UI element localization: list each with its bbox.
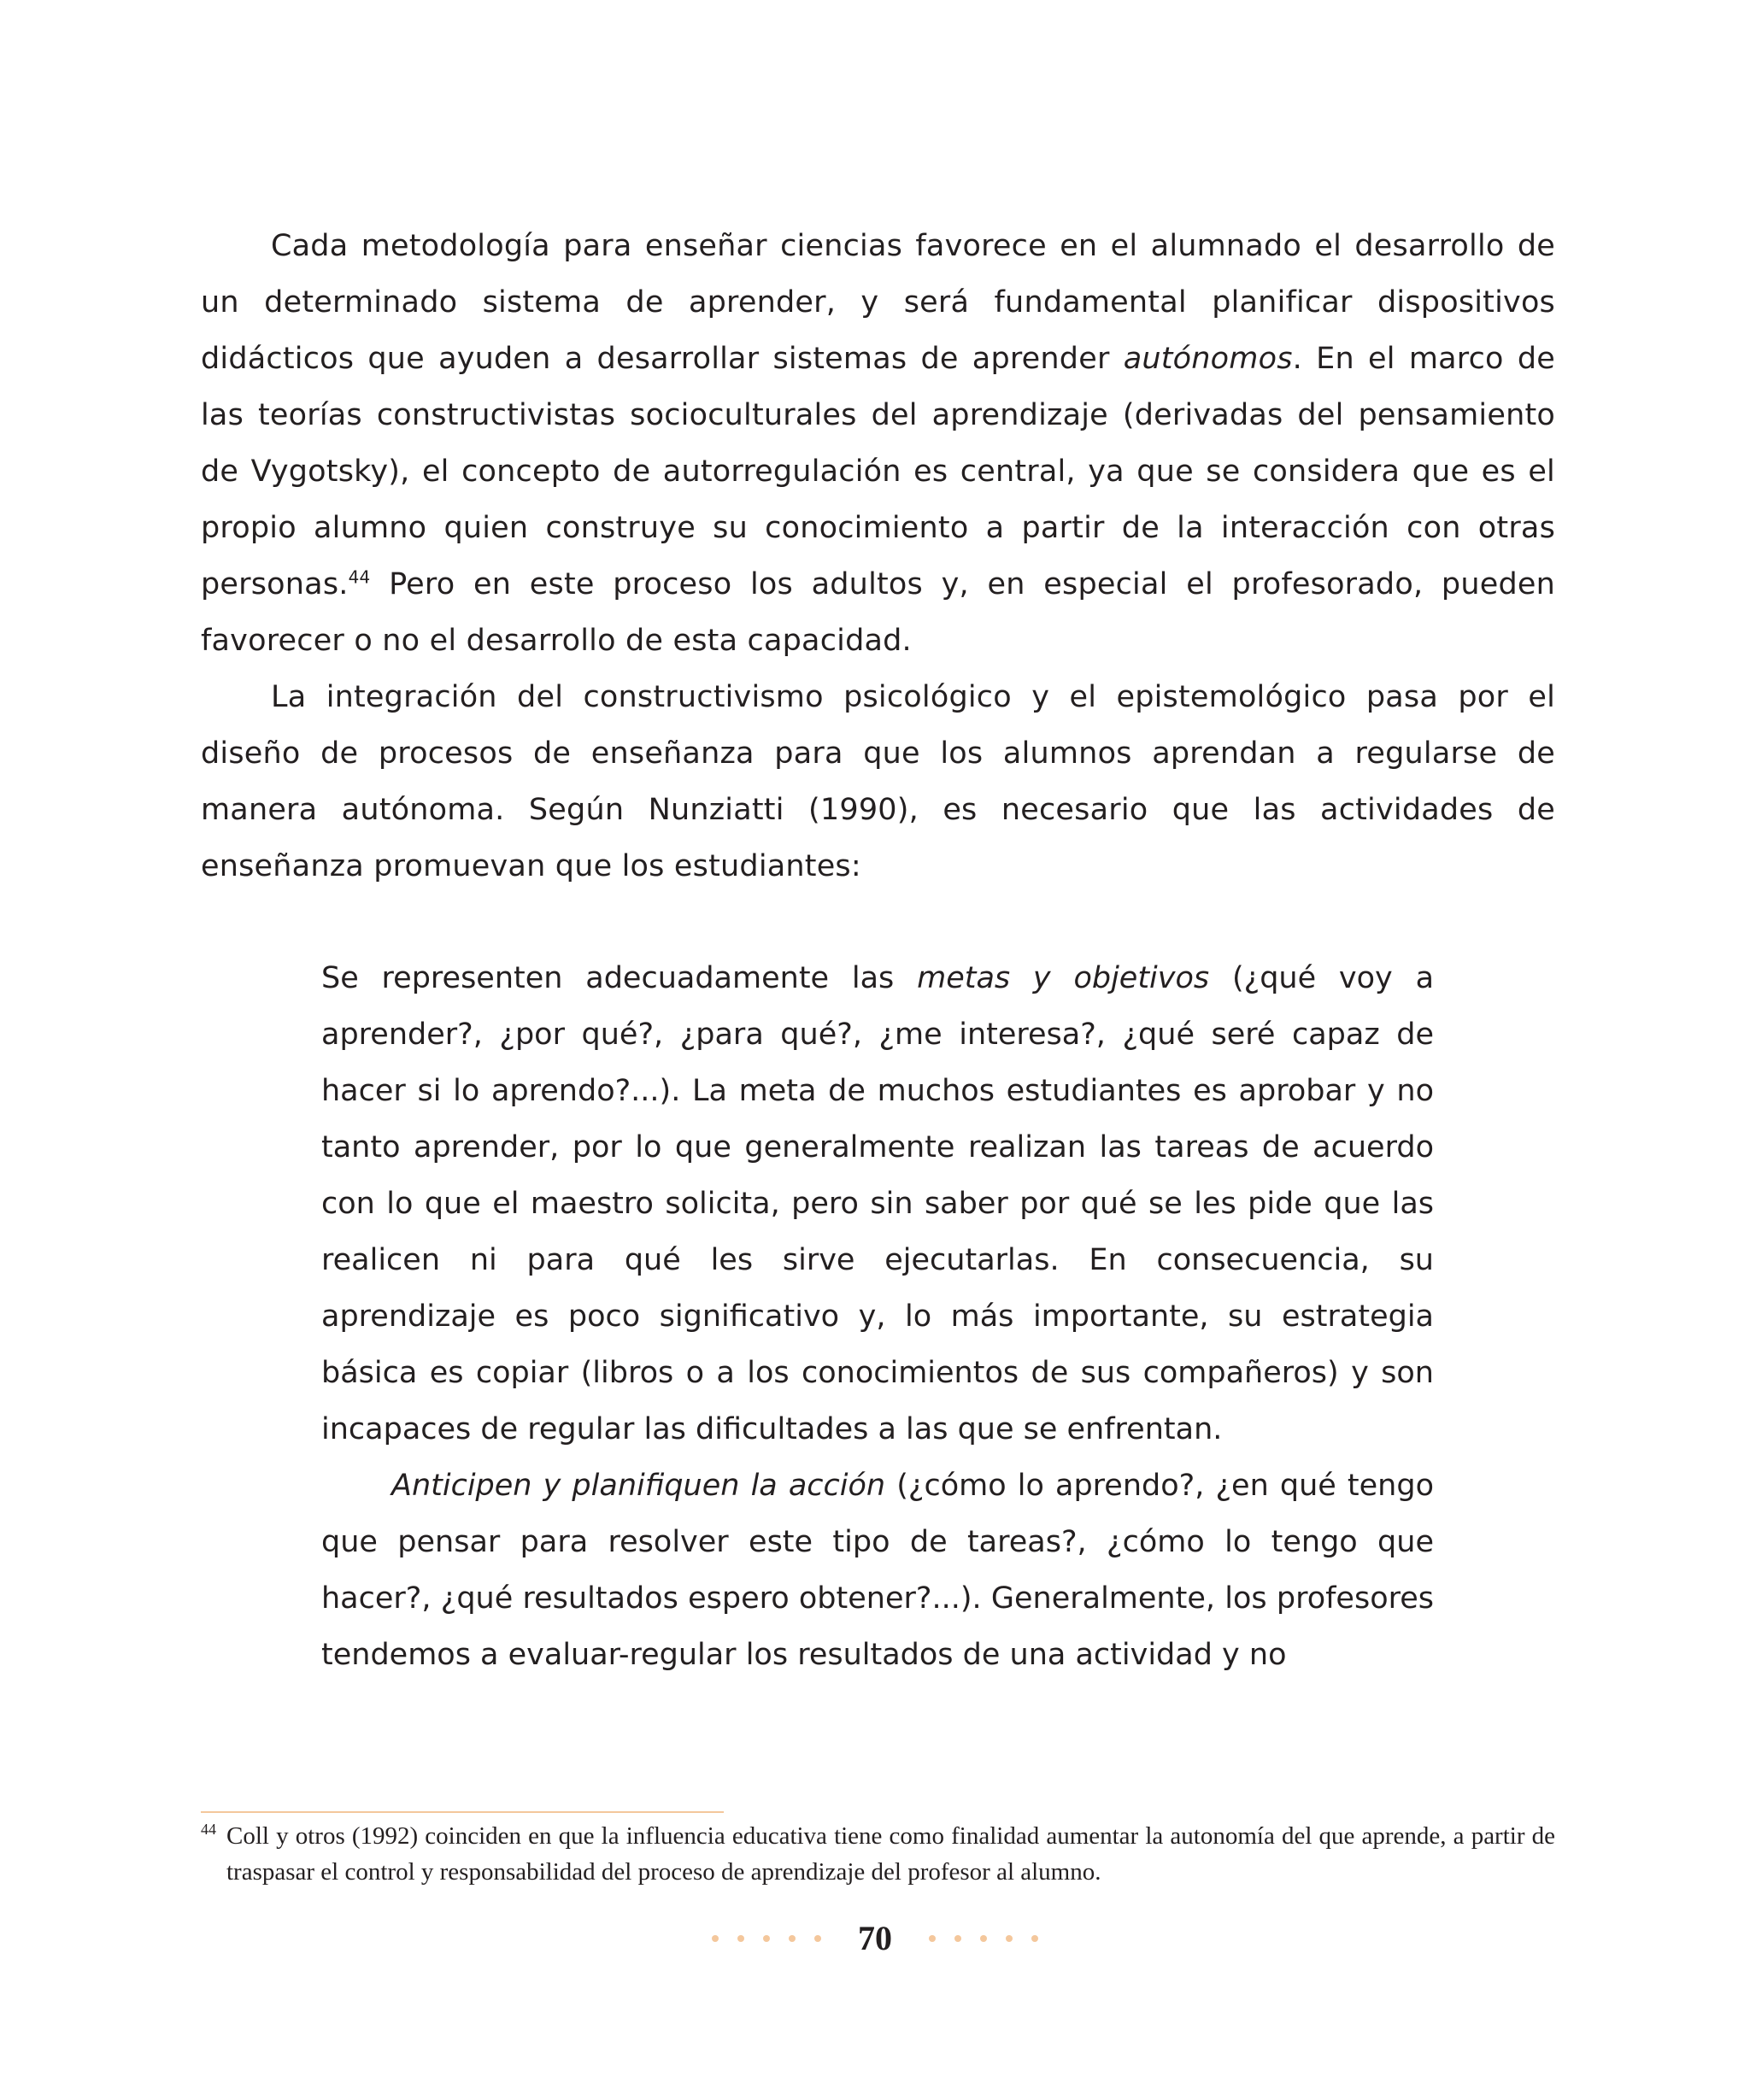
- footnote-reference[interactable]: 44: [348, 566, 371, 588]
- quote-item: [321, 1458, 1434, 1683]
- body-text: [201, 218, 1555, 895]
- left-dots-ornament: [702, 1931, 831, 1946]
- emphasis-text: autónomos: [1123, 342, 1293, 376]
- quote-text: (¿cómo lo aprendo?, ¿en qué tengo que pensar para resolver este tipo de tareas?, ¿cómo lo tengo que hacer?, ¿qué resultados espero obtener?...). Generalmente, los profesores tendemos a evaluar-regular los resultados de una actividad y no: [321, 1469, 1434, 1672]
- block-quote: [321, 950, 1434, 1683]
- footnote-number: 44: [201, 1821, 216, 1838]
- footnote-text: Coll y otros (1992) coinciden en que la influencia educativa tiene como finalidad aumentar la autonomía del que aprende, a partir de traspasar el control y responsabilidad del proceso de aprendizaje del profesor al alumno.: [226, 1822, 1555, 1886]
- quote-text: (¿qué voy a aprender?, ¿por qué?, ¿para qué?, ¿me interesa?, ¿qué seré capaz de hacer si lo aprendo?...). La meta de muchos estudiantes es aprobar y no tanto aprender, por lo que generalmente realizan las tareas de acuerdo con lo que el maestro solicita, pero sin saber por qué se les pide que las realicen ni para qué les sirve ejecutarlas. En consecuencia, su aprendizaje es poco significativo y, lo más importante, su estrategia básica es copiar (libros o a los conocimientos de sus compañeros) y son incapaces de regular las dificultades a las que se enfrentan.: [321, 961, 1435, 1446]
- paragraph-text: Pero en este proceso los adultos y, en especial el profesorado, pueden favorecer o no el desarrollo de esta capacidad.: [201, 567, 1555, 658]
- quote-text: Se representen adecuadamente las: [321, 961, 918, 995]
- paragraph: [201, 218, 1555, 669]
- paragraph-text: . En el marco de las teorías constructivistas socioculturales del aprendizaje (derivadas del pensamiento de Vygotsky), el concepto de autorregulación es central, ya que se considera que es el propio alumno quien construye su conocimiento a partir de la interacción con otras personas.: [201, 342, 1555, 601]
- paragraph-text: Cada metodología para enseñar ciencias favorece en el alumnado el desarrollo de un determinado sistema de aprender, y será fundamental planificar dispositivos didácticos que ayuden a desarrollar sistemas de aprender: [201, 229, 1555, 376]
- emphasis-text: metas y objetivos: [917, 961, 1210, 995]
- footnote: [201, 1818, 1555, 1890]
- right-dots-ornament: [919, 1931, 1048, 1946]
- emphasis-text: Anticipen y planifiquen la acción: [391, 1469, 886, 1503]
- page-number: 70: [858, 1919, 892, 1957]
- paragraph: La integración del constructivismo psicológico y el epistemológico pasa por el diseño de procesos de enseñanza para que los alumnos aprendan a regularse de manera autónoma. Según Nunziatti (1990), es necesario que las actividades de enseñanza promuevan que los estudiantes:: [201, 680, 1555, 883]
- page-footer: [0, 1918, 1750, 1958]
- quote-item: [321, 950, 1434, 1458]
- footnote-divider: [201, 1811, 724, 1813]
